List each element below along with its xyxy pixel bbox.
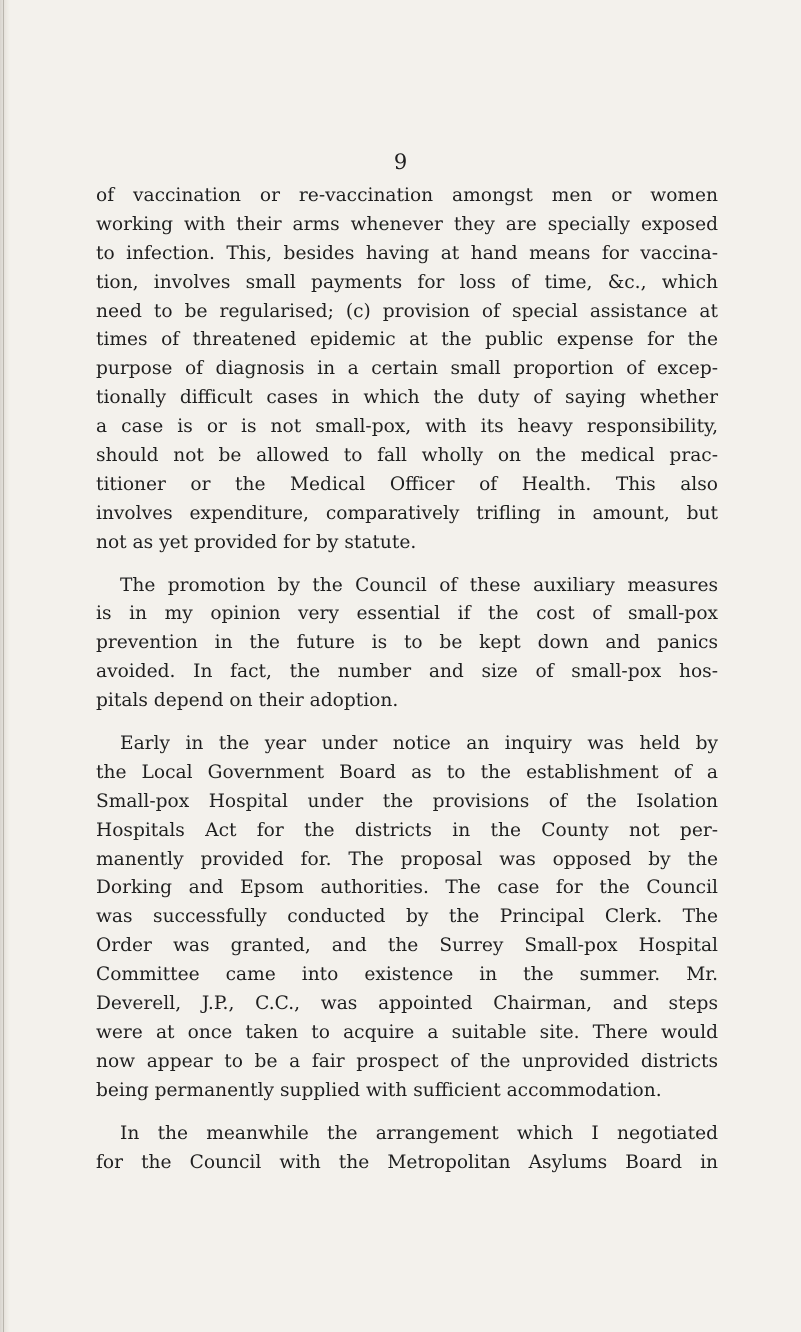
text-line: tion, involves small payments for loss of time, &c., which xyxy=(96,271,718,293)
body-text xyxy=(96,182,718,1177)
text-line: Hospitals Act for the districts in the County not per- xyxy=(96,819,718,841)
paragraph-3 xyxy=(96,730,718,1106)
text-line: The promotion by the Council of these auxiliary measures xyxy=(120,574,718,596)
text-line: need to be regularised; (c) provision of special assistance at xyxy=(96,300,718,322)
text-line: In the meanwhile the arrangement which I negotiated xyxy=(120,1122,718,1144)
text-line: working with their arms whenever they are specially exposed xyxy=(96,213,718,235)
text-line: purpose of diagnosis in a certain small proportion of excep- xyxy=(96,358,718,380)
paragraph-spacing xyxy=(96,558,718,572)
paragraph-spacing xyxy=(96,1106,718,1120)
text-line: Early in the year under notice an inquiry was held by xyxy=(120,733,718,755)
text-line: tionally difficult cases in which the duty of saying whether xyxy=(96,387,718,409)
text-line: was successfully conducted by the Principal Clerk. The xyxy=(96,906,718,928)
text-line: Deverell, J.P., C.C., was appointed Chairman, and steps xyxy=(96,993,718,1015)
text-line: titioner or the Medical Officer of Health. This also xyxy=(96,473,718,495)
text-line: Order was granted, and the Surrey Small-pox Hospital xyxy=(96,935,718,957)
page-binding-edge xyxy=(0,0,10,1332)
paragraph-2 xyxy=(96,572,718,716)
paragraph-1 xyxy=(96,182,718,558)
text-line: for the Council with the Metropolitan Asylums Board in xyxy=(96,1151,718,1173)
text-line: a case is or is not small-pox, with its heavy responsibility, xyxy=(96,416,718,438)
page-number: 9 xyxy=(393,150,408,174)
text-line: prevention in the future is to be kept down and panics xyxy=(96,632,718,654)
text-line: avoided. In fact, the number and size of small-pox hos- xyxy=(96,661,718,683)
text-line: to infection. This, besides having at hand means for vaccina- xyxy=(96,242,718,264)
paragraph-spacing xyxy=(96,716,718,730)
text-line: Dorking and Epsom authorities. The case for the Council xyxy=(96,877,718,899)
text-line: involves expenditure, comparatively trifling in amount, but xyxy=(96,502,718,524)
page-binding-line xyxy=(3,0,4,1332)
text-line: of vaccination or re-vaccination amongst men or women xyxy=(96,185,718,206)
text-line: is in my opinion very essential if the cost of small-pox xyxy=(96,603,718,625)
text-line: Small-pox Hospital under the provisions of the Isolation xyxy=(96,790,718,812)
text-line: Committee came into existence in the summer. Mr. xyxy=(96,964,718,986)
text-line: being permanently supplied with sufficient accommodation. xyxy=(96,1079,662,1101)
text-line: the Local Government Board as to the establishment of a xyxy=(96,761,718,783)
text-line: not as yet provided for by statute. xyxy=(96,531,417,553)
text-line: were at once taken to acquire a suitable site. There would xyxy=(96,1021,718,1043)
text-line: should not be allowed to fall wholly on the medical prac- xyxy=(96,445,718,467)
paragraph-4 xyxy=(96,1120,718,1178)
text-line: times of threatened epidemic at the public expense for the xyxy=(96,329,718,351)
text-line: manently provided for. The proposal was opposed by the xyxy=(96,848,718,870)
text-line: now appear to be a fair prospect of the unprovided districts xyxy=(96,1050,718,1072)
text-line: pitals depend on their adoption. xyxy=(96,690,399,712)
